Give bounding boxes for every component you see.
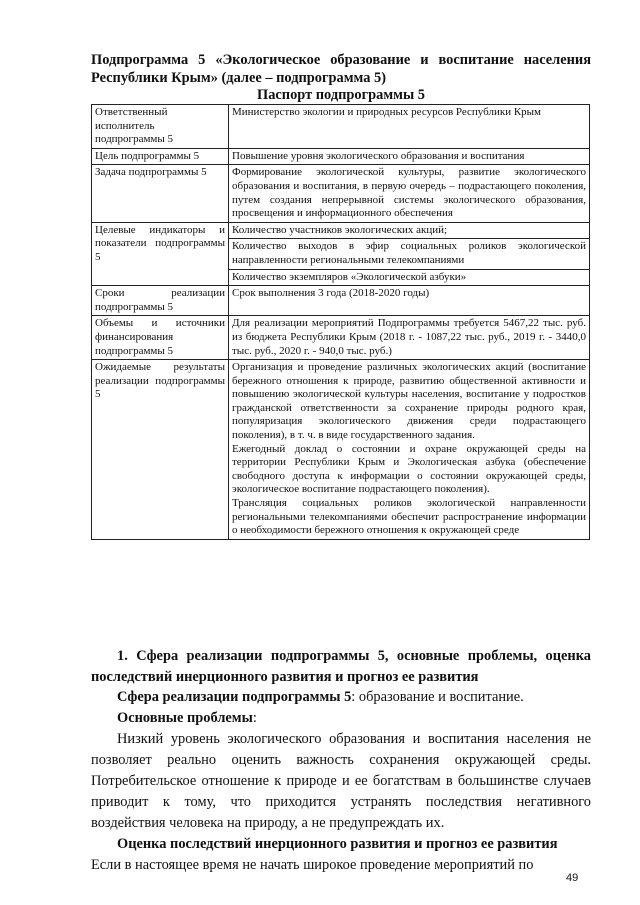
goal-value: Повышение уровня экологического образования и воспитания [229, 148, 590, 165]
result-paragraph-2: Ежегодный доклад о состоянии и охране окружающей среды на территории Республики Крым и Экологическая азбука (обеспечение свободного доступа к информации о состоянии окружающей среды, экологическое воспитание подрастающего поколения). [232, 442, 586, 496]
indicator-value-3: Количество экземпляров «Экологической азбуки» [229, 269, 590, 286]
assessment-paragraph: Если в настоящее время не начать широкое проведение мероприятий по [91, 857, 534, 873]
results-label: Ожидаемые результаты реализации подпрограммы 5 [92, 360, 229, 540]
sphere-label: Сфера реализации подпрограммы 5 [117, 689, 352, 705]
problems-line [91, 708, 591, 729]
indicator-value-1: Количество участников экологических акций; [229, 222, 590, 239]
table-row-funding [92, 316, 590, 360]
table-row-terms [92, 286, 590, 316]
table-row-results [92, 360, 590, 540]
result-paragraph-3: Трансляция социальных роликов экологической направленности региональными телекомпаниями обеспечит распространение информации о необходимости бережного отношения к окружающей среде [232, 497, 586, 537]
assessment-heading: Оценка последствий инерционного развития и прогноз ее развития [117, 836, 558, 852]
result-paragraph-1: Организация и проведение различных экологических акций (воспитание бережного отношения к природе, развитию общественной активности и повышению экологической культуры населения, воспитание у подростков гражданской ответственности за сохранение природы родного края, популяризация экологического движения среди подрастающего поколения), в т. ч. в виде государственного задания. [232, 361, 586, 442]
section-body [91, 687, 591, 876]
terms-label: Сроки реализации подпрограммы 5 [92, 286, 229, 316]
sphere-value: : образование и воспитание. [351, 689, 524, 705]
terms-value: Срок выполнения 3 года (2018-2020 годы) [229, 286, 590, 316]
table-row-indicators [92, 222, 590, 239]
subprogram-title: Подпрограмма 5 «Экологическое образование и воспитание населения Республики Крым» (далее – подпрограмма 5) [91, 52, 591, 86]
table-row-executor [92, 105, 590, 149]
sphere-line [91, 687, 591, 708]
passport-title: Паспорт подпрограммы 5 [257, 87, 425, 103]
indicator-value-2: Количество выходов в эфир социальных роликов экологической направленности региональными телекомпаниями [229, 239, 590, 269]
table-row-goal [92, 148, 590, 165]
page-number: 49 [566, 872, 579, 884]
goal-label: Цель подпрограммы 5 [92, 148, 229, 165]
problems-label: Основные проблемы [117, 710, 253, 726]
task-value: Формирование экологической культуры, развитие экологического образования и воспитания, в первую очередь – подрастающего поколения, путем создания непрерывной системы экологического образования, просвещения и информационного обеспечения [229, 165, 590, 222]
executor-label: Ответственный исполнитель подпрограммы 5 [92, 105, 229, 149]
results-value [229, 360, 590, 540]
problems-paragraph: Низкий уровень экологического образования и воспитания населения не позволяет реально оценить важность сохранения окружающей среды. Потребительское отношение к природе и ее богатствам в большинстве случаев приводит к тому, что приходится устранять последствия негативного воздействия человека на природу, а не предупреждать их. [91, 731, 591, 831]
funding-label: Объемы и источники финансирования подпрограммы 5 [92, 316, 229, 360]
funding-value: Для реализации мероприятий Подпрограммы требуется 5467,22 тыс. руб. из бюджета Республики Крым (2018 г. - 1087,22 тыс. руб., 2019 г. - 3440,0 тыс. руб., 2020 г. - 940,0 тыс. руб.) [229, 316, 590, 360]
section-heading: 1. Сфера реализации подпрограммы 5, основные проблемы, оценка последствий инерционного развития и прогноз ее развития [91, 648, 591, 685]
indicators-label: Целевые индикаторы и показатели подпрограммы 5 [92, 222, 229, 285]
table-row-task [92, 165, 590, 222]
problems-colon: : [252, 710, 257, 726]
passport-table [91, 104, 590, 540]
section-block [91, 646, 591, 688]
task-label: Задача подпрограммы 5 [92, 165, 229, 222]
executor-value: Министерство экологии и природных ресурсов Республики Крым [229, 105, 590, 149]
